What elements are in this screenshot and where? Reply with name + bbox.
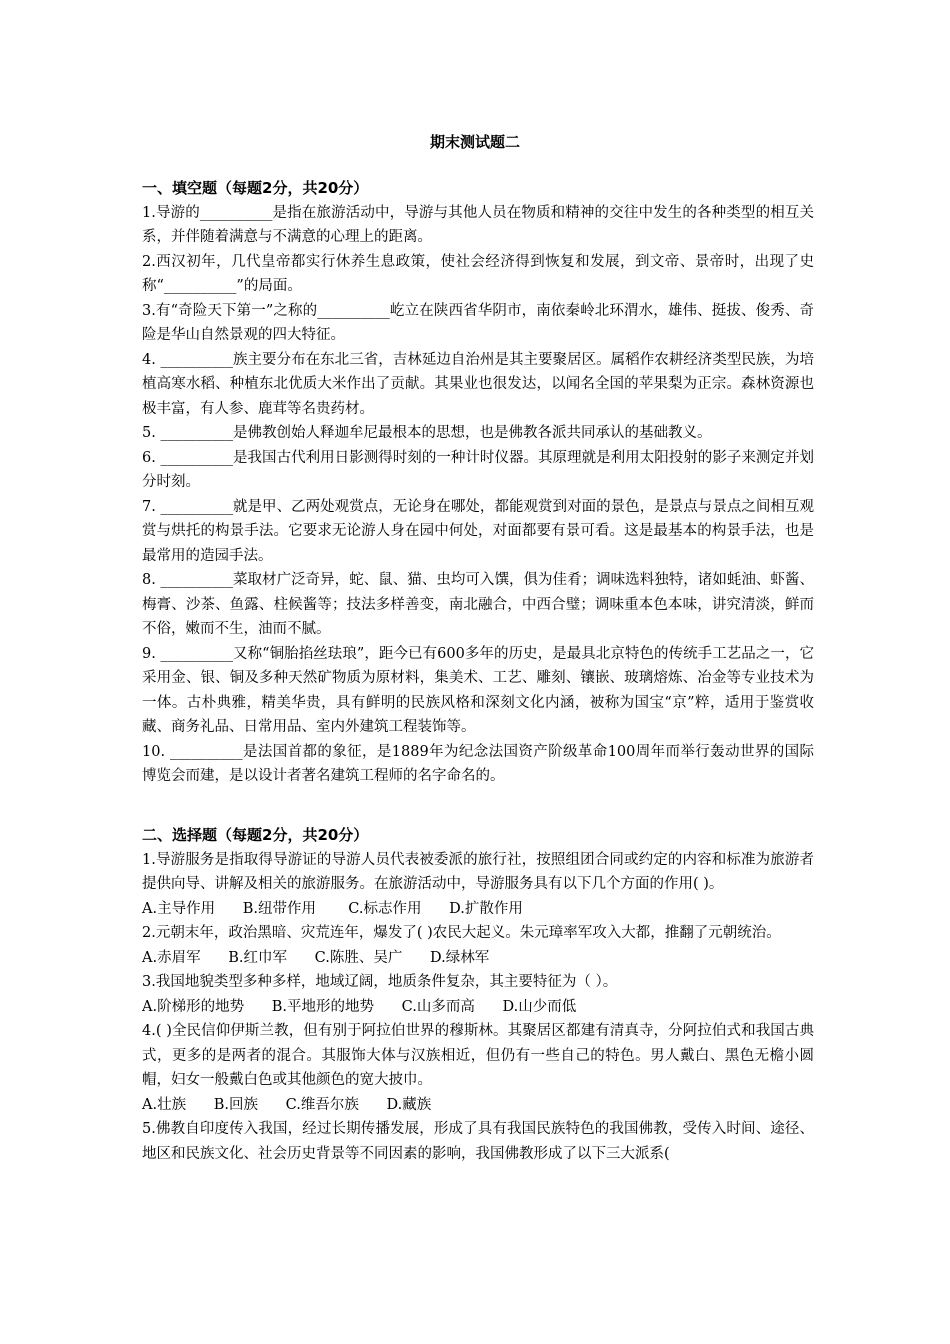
- question: 2.西汉初年，几代皇帝都实行休养生息政策，使社会经济得到恢复和发展，到文帝、景帝时，出现了史称“__________”的局面。: [142, 253, 814, 294]
- multiple-choice-section: [142, 823, 814, 1166]
- page-title: 期末测试题二: [429, 133, 520, 151]
- fill-in-section: [142, 176, 814, 789]
- question-options: A.主导作用 B.纽带作用 C.标志作用 D.扩散作用: [142, 900, 523, 917]
- question: 5. __________是佛教创始人释迦牟尼最根本的思想，也是佛教各派共同承认的基础教义。: [142, 425, 712, 441]
- question-stem: 2.元朝末年，政治黑暗、灾荒连年，爆发了( )农民大起义。朱元璋率军攻入大都，推翻了元朝统治。: [142, 925, 781, 941]
- question: 4. __________族主要分布在东北三省，吉林延边自治州是其主要聚居区。属稻作农耕经济类型民族，为培植高寒水稻、种植东北优质大米作出了贡献。其果业也很发达，以闻名全国的苹果梨为正宗。森林资源也极丰富，有人参、鹿茸等名贵药材。: [142, 351, 814, 417]
- question-stem: 4.( )全民信仰伊斯兰教，但有别于阿拉伯世界的穆斯林。其聚居区都建有清真寺，分阿拉伯式和我国古典式，更多的是两者的混合。其服饰大体与汉族相近，但仍有一些自己的特色。男人戴白、黑色无檐小圆帽，妇女一般戴白色或其他颜色的宽大披巾。: [142, 1023, 814, 1088]
- question-stem: 3.我国地貌类型多种多样，地域辽阔，地质条件复杂，其主要特征为（ ）。: [142, 974, 618, 990]
- question: 1.导游的__________是指在旅游活动中，导游与其他人员在物质和精神的交往中发生的各种类型的相互关系，并伴随着满意与不满意的心理上的距离。: [142, 204, 814, 245]
- section-heading: 二、选择题（每题2分，共20分）: [142, 826, 369, 844]
- question-stem: 1.导游服务是指取得导游证的导游人员代表被委派的旅行社，按照组团合同或约定的内容和标准为旅游者提供向导、讲解及相关的旅游服务。在旅游活动中，导游服务具有以下几个方面的作用( )。: [142, 851, 814, 892]
- question: 10. __________是法国首都的象征，是1889年为纪念法国资产阶级革命100周年而举行轰动世界的国际博览会而建，是以设计者著名建筑工程师的名字命名的。: [142, 743, 814, 784]
- question-options: A.壮族 B.回族 C.维吾尔族 D.藏族: [142, 1096, 432, 1113]
- question: 3.有“奇险天下第一”之称的__________屹立在陕西省华阴市，南依秦岭北环渭水，雄伟、挺拔、俊秀、奇险是华山自然景观的四大特征。: [142, 302, 814, 343]
- question-stem: 5.佛教自印度传入我国，经过长期传播发展，形成了具有我国民族特色的我国佛教，受传入时间、途径、地区和民族文化、社会历史背景等不同因素的影响，我国佛教形成了以下三大派系(: [142, 1121, 814, 1162]
- section-heading: 一、填空题（每题2分，共20分）: [142, 179, 369, 197]
- question-options: A.赤眉军 B.红巾军 C.陈胜、吴广 D.绿林军: [142, 949, 490, 966]
- question: 7. __________就是甲、乙两处观赏点，无论身在哪处，都能观赏到对面的景色，是景点与景点之间相互观赏与烘托的构景手法。它要求无论游人身在园中何处，对面都要有景可看。这是最基本的构景手法，也是最常用的造园手法。: [142, 498, 814, 564]
- question: 9. __________又称“铜胎掐丝珐琅”，距今已有600多年的历史，是最具北京特色的传统手工艺品之一，它采用金、银、铜及多种天然矿物质为原材料，集美术、工艺、雕刻、镶嵌、玻璃熔炼、冶金等专业技术为一体。古朴典雅，精美华贵，具有鲜明的民族风格和深刻文化内涵，被称为国宝“京”粹，适用于鉴赏收藏、商务礼品、日常用品、室内外建筑工程装饰等。: [142, 645, 814, 735]
- question: 8. __________菜取材广泛奇异，蛇、鼠、猫、虫均可入馔，俱为佳肴；调味选料独特，诸如蚝油、虾酱、梅膏、沙茶、鱼露、柱候酱等；技法多样善变，南北融合，中西合璧；调味重本色本味，讲究清淡，鲜而不俗，嫩而不生，油而不腻。: [142, 572, 814, 637]
- question-options: A.阶梯形的地势 B.平地形的地势 C.山多而高 D.山少而低: [142, 998, 577, 1015]
- question: 6. __________是我国古代利用日影测得时刻的一种计时仪器。其原理就是利用太阳投射的影子来测定并划分时刻。: [142, 449, 814, 490]
